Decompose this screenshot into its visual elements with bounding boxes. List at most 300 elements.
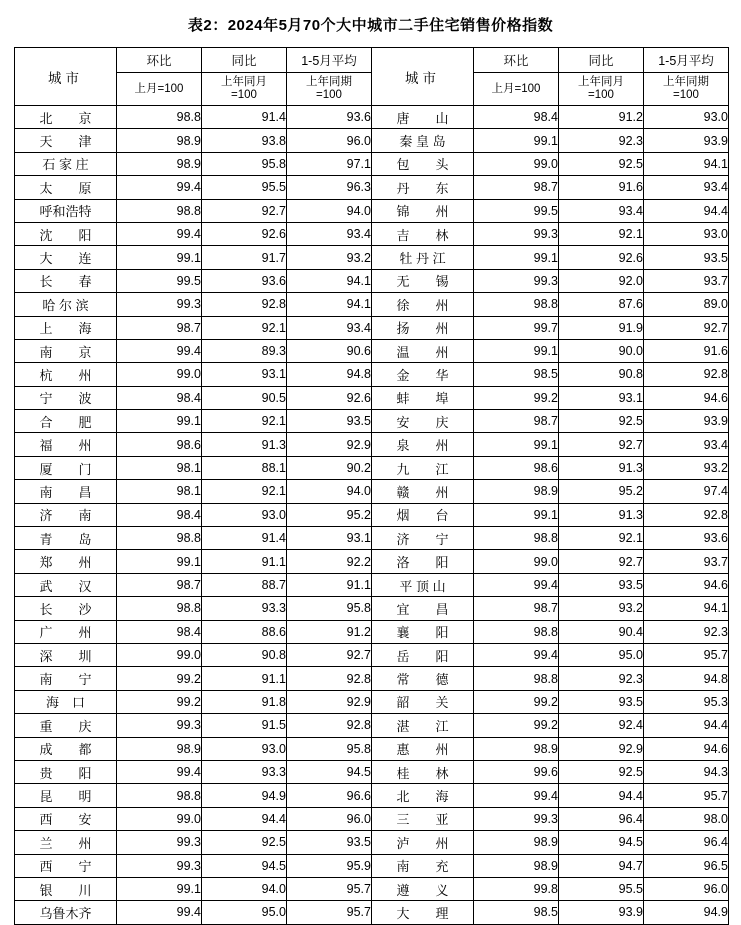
yoy-value-left: 92.6 <box>202 222 287 245</box>
mom-value-left: 99.2 <box>117 667 202 690</box>
avg-value-left: 92.8 <box>287 714 372 737</box>
city-name-right: 九 江 <box>372 456 474 479</box>
mom-value-right: 99.1 <box>474 339 559 362</box>
mom-value-right: 98.8 <box>474 527 559 550</box>
yoy-value-left: 91.8 <box>202 690 287 713</box>
avg-value-left: 91.1 <box>287 573 372 596</box>
yoy-value-left: 92.1 <box>202 410 287 433</box>
avg-value-left: 94.8 <box>287 363 372 386</box>
mom-value-left: 98.8 <box>117 784 202 807</box>
city-name-left: 青 岛 <box>15 527 117 550</box>
avg-value-left: 95.9 <box>287 854 372 877</box>
avg-value-left: 92.6 <box>287 386 372 409</box>
mom-value-right: 99.7 <box>474 316 559 339</box>
header-mom-sub-right-line1: 上月=100 <box>491 82 541 95</box>
mom-value-right: 99.2 <box>474 386 559 409</box>
city-name-left: 贵 阳 <box>15 760 117 783</box>
avg-value-right: 93.0 <box>644 106 729 129</box>
header-avg-sub-right <box>644 73 729 106</box>
yoy-value-right: 92.9 <box>559 737 644 760</box>
table-row <box>15 877 729 900</box>
mom-value-left: 98.4 <box>117 386 202 409</box>
mom-value-left: 99.4 <box>117 176 202 199</box>
yoy-value-right: 93.2 <box>559 597 644 620</box>
yoy-value-left: 88.1 <box>202 456 287 479</box>
mom-value-left: 99.3 <box>117 714 202 737</box>
mom-value-right: 98.5 <box>474 363 559 386</box>
avg-value-left: 94.1 <box>287 293 372 316</box>
table-row <box>15 760 729 783</box>
city-name-right: 常 德 <box>372 667 474 690</box>
city-name-left: 广 州 <box>15 620 117 643</box>
city-name-left: 武 汉 <box>15 573 117 596</box>
city-name-right: 襄 阳 <box>372 620 474 643</box>
city-name-left: 南 宁 <box>15 667 117 690</box>
city-name-left: 海 口 <box>15 690 117 713</box>
mom-value-right: 98.9 <box>474 831 559 854</box>
header-avg-sub-left-line1: 上年同期 <box>306 76 352 88</box>
avg-value-right: 94.1 <box>644 152 729 175</box>
avg-value-right: 92.8 <box>644 363 729 386</box>
city-name-left: 银 川 <box>15 877 117 900</box>
header-avg-sub-left-line2: =100 <box>316 89 342 101</box>
city-name-right: 蚌 埠 <box>372 386 474 409</box>
city-name-right: 大 理 <box>372 901 474 924</box>
avg-value-right: 94.8 <box>644 667 729 690</box>
table-row <box>15 176 729 199</box>
mom-value-left: 99.3 <box>117 831 202 854</box>
avg-value-right: 93.9 <box>644 129 729 152</box>
avg-value-right: 92.8 <box>644 503 729 526</box>
yoy-value-left: 91.1 <box>202 550 287 573</box>
header-row-top <box>15 48 729 73</box>
yoy-value-right: 93.4 <box>559 199 644 222</box>
city-name-left: 郑 州 <box>15 550 117 573</box>
avg-value-left: 94.5 <box>287 760 372 783</box>
mom-value-right: 98.9 <box>474 737 559 760</box>
header-mom-sub-left <box>117 73 202 106</box>
mom-value-right: 99.1 <box>474 433 559 456</box>
mom-value-right: 99.6 <box>474 760 559 783</box>
avg-value-left: 93.5 <box>287 410 372 433</box>
city-name-right: 安 庆 <box>372 410 474 433</box>
table-container <box>0 47 741 925</box>
mom-value-right: 99.2 <box>474 690 559 713</box>
avg-value-right: 93.9 <box>644 410 729 433</box>
mom-value-right: 99.0 <box>474 152 559 175</box>
avg-value-left: 94.0 <box>287 480 372 503</box>
mom-value-left: 99.2 <box>117 690 202 713</box>
mom-value-left: 99.3 <box>117 854 202 877</box>
city-name-right: 岳 阳 <box>372 643 474 666</box>
table-row <box>15 901 729 924</box>
yoy-value-left: 93.1 <box>202 363 287 386</box>
avg-value-left: 93.1 <box>287 527 372 550</box>
avg-value-right: 93.5 <box>644 246 729 269</box>
avg-value-left: 92.9 <box>287 433 372 456</box>
header-mom-right: 环比 <box>474 48 559 73</box>
mom-value-right: 98.4 <box>474 106 559 129</box>
header-city-right: 城市 <box>372 48 474 106</box>
avg-value-right: 91.6 <box>644 339 729 362</box>
mom-value-right: 99.2 <box>474 714 559 737</box>
yoy-value-left: 90.8 <box>202 643 287 666</box>
yoy-value-right: 96.4 <box>559 807 644 830</box>
avg-value-right: 93.7 <box>644 269 729 292</box>
mom-value-left: 99.0 <box>117 807 202 830</box>
avg-value-left: 96.6 <box>287 784 372 807</box>
yoy-value-left: 92.8 <box>202 293 287 316</box>
avg-value-right: 89.0 <box>644 293 729 316</box>
table-row <box>15 620 729 643</box>
yoy-value-right: 94.5 <box>559 831 644 854</box>
page-title: 表2：2024年5月70个大中城市二手住宅销售价格指数 <box>187 17 554 34</box>
header-yoy-sub-left <box>202 73 287 106</box>
table-row <box>15 456 729 479</box>
city-name-right: 泸 州 <box>372 831 474 854</box>
yoy-value-right: 94.7 <box>559 854 644 877</box>
yoy-value-left: 88.6 <box>202 620 287 643</box>
header-yoy-right: 同比 <box>559 48 644 73</box>
mom-value-left: 98.8 <box>117 106 202 129</box>
yoy-value-left: 93.0 <box>202 737 287 760</box>
table-row <box>15 807 729 830</box>
avg-value-left: 93.2 <box>287 246 372 269</box>
city-name-left: 成 都 <box>15 737 117 760</box>
avg-value-right: 92.3 <box>644 620 729 643</box>
mom-value-right: 98.5 <box>474 901 559 924</box>
yoy-value-right: 91.3 <box>559 503 644 526</box>
yoy-value-left: 91.3 <box>202 433 287 456</box>
table-row <box>15 573 729 596</box>
yoy-value-right: 87.6 <box>559 293 644 316</box>
mom-value-left: 98.9 <box>117 152 202 175</box>
yoy-value-right: 90.4 <box>559 620 644 643</box>
table-row <box>15 690 729 713</box>
city-name-left: 重 庆 <box>15 714 117 737</box>
table-row <box>15 386 729 409</box>
header-mom-sub-left-line1: 上月=100 <box>134 82 184 95</box>
avg-value-left: 95.7 <box>287 901 372 924</box>
city-name-left: 上 海 <box>15 316 117 339</box>
avg-value-right: 94.4 <box>644 714 729 737</box>
mom-value-left: 99.1 <box>117 877 202 900</box>
header-yoy-sub-left-line1: 上年同月 <box>221 76 267 88</box>
avg-value-right: 94.4 <box>644 199 729 222</box>
city-name-right: 包 头 <box>372 152 474 175</box>
mom-value-left: 99.3 <box>117 293 202 316</box>
yoy-value-left: 93.3 <box>202 597 287 620</box>
avg-value-right: 94.6 <box>644 573 729 596</box>
city-name-right: 吉 林 <box>372 222 474 245</box>
mom-value-left: 99.0 <box>117 363 202 386</box>
yoy-value-right: 95.0 <box>559 643 644 666</box>
avg-value-left: 95.8 <box>287 597 372 620</box>
table-row <box>15 246 729 269</box>
mom-value-left: 98.7 <box>117 573 202 596</box>
avg-value-left: 92.9 <box>287 690 372 713</box>
avg-value-left: 96.0 <box>287 807 372 830</box>
mom-value-left: 98.6 <box>117 433 202 456</box>
city-name-left: 南 昌 <box>15 480 117 503</box>
yoy-value-left: 94.5 <box>202 854 287 877</box>
header-mom-left: 环比 <box>117 48 202 73</box>
avg-value-right: 95.7 <box>644 784 729 807</box>
mom-value-left: 99.0 <box>117 643 202 666</box>
header-yoy-sub-right-line2: =100 <box>588 89 614 101</box>
city-name-left: 呼和浩特 <box>15 199 117 222</box>
city-name-right: 平 顶 山 <box>372 573 474 596</box>
mom-value-right: 99.4 <box>474 643 559 666</box>
mom-value-right: 99.3 <box>474 807 559 830</box>
yoy-value-left: 95.8 <box>202 152 287 175</box>
city-name-left: 西 安 <box>15 807 117 830</box>
table-row <box>15 831 729 854</box>
yoy-value-left: 93.0 <box>202 503 287 526</box>
city-name-right: 三 亚 <box>372 807 474 830</box>
yoy-value-right: 92.5 <box>559 152 644 175</box>
table-row <box>15 152 729 175</box>
table-row <box>15 199 729 222</box>
city-name-left: 合 肥 <box>15 410 117 433</box>
mom-value-left: 99.4 <box>117 339 202 362</box>
city-name-left: 厦 门 <box>15 456 117 479</box>
yoy-value-right: 92.1 <box>559 222 644 245</box>
yoy-value-right: 92.5 <box>559 760 644 783</box>
yoy-value-right: 91.2 <box>559 106 644 129</box>
yoy-value-left: 95.5 <box>202 176 287 199</box>
avg-value-left: 90.6 <box>287 339 372 362</box>
yoy-value-right: 90.0 <box>559 339 644 362</box>
yoy-value-right: 95.5 <box>559 877 644 900</box>
avg-value-right: 97.4 <box>644 480 729 503</box>
mom-value-left: 98.7 <box>117 316 202 339</box>
city-name-left: 太 原 <box>15 176 117 199</box>
yoy-value-right: 92.0 <box>559 269 644 292</box>
city-name-right: 湛 江 <box>372 714 474 737</box>
avg-value-right: 94.9 <box>644 901 729 924</box>
city-name-right: 济 宁 <box>372 527 474 550</box>
avg-value-right: 93.4 <box>644 433 729 456</box>
city-name-left: 昆 明 <box>15 784 117 807</box>
city-name-right: 赣 州 <box>372 480 474 503</box>
mom-value-right: 99.1 <box>474 129 559 152</box>
mom-value-left: 98.8 <box>117 199 202 222</box>
city-name-right: 金 华 <box>372 363 474 386</box>
avg-value-right: 93.0 <box>644 222 729 245</box>
avg-value-left: 93.4 <box>287 316 372 339</box>
yoy-value-left: 95.0 <box>202 901 287 924</box>
yoy-value-left: 92.1 <box>202 480 287 503</box>
table-row <box>15 293 729 316</box>
header-mom-sub-right <box>474 73 559 106</box>
mom-value-right: 99.8 <box>474 877 559 900</box>
city-name-left: 宁 波 <box>15 386 117 409</box>
avg-value-right: 93.7 <box>644 550 729 573</box>
yoy-value-left: 91.4 <box>202 527 287 550</box>
city-name-left: 深 圳 <box>15 643 117 666</box>
mom-value-right: 98.7 <box>474 410 559 433</box>
city-name-right: 温 州 <box>372 339 474 362</box>
yoy-value-left: 90.5 <box>202 386 287 409</box>
avg-value-right: 94.6 <box>644 386 729 409</box>
table-row <box>15 737 729 760</box>
city-name-left: 杭 州 <box>15 363 117 386</box>
mom-value-right: 99.4 <box>474 573 559 596</box>
city-name-left: 南 京 <box>15 339 117 362</box>
city-name-left: 福 州 <box>15 433 117 456</box>
avg-value-left: 97.1 <box>287 152 372 175</box>
table-row <box>15 503 729 526</box>
mom-value-left: 98.4 <box>117 503 202 526</box>
mom-value-right: 98.7 <box>474 597 559 620</box>
yoy-value-right: 92.4 <box>559 714 644 737</box>
avg-value-right: 95.3 <box>644 690 729 713</box>
yoy-value-left: 91.4 <box>202 106 287 129</box>
avg-value-left: 95.7 <box>287 877 372 900</box>
yoy-value-right: 90.8 <box>559 363 644 386</box>
city-name-left: 西 宁 <box>15 854 117 877</box>
mom-value-left: 98.1 <box>117 480 202 503</box>
yoy-value-right: 92.6 <box>559 246 644 269</box>
yoy-value-left: 91.7 <box>202 246 287 269</box>
city-name-right: 扬 州 <box>372 316 474 339</box>
header-city-left: 城市 <box>15 48 117 106</box>
city-name-left: 天 津 <box>15 129 117 152</box>
mom-value-right: 99.4 <box>474 784 559 807</box>
yoy-value-right: 91.3 <box>559 456 644 479</box>
mom-value-left: 99.4 <box>117 901 202 924</box>
avg-value-left: 93.5 <box>287 831 372 854</box>
table-row <box>15 129 729 152</box>
avg-value-right: 96.0 <box>644 877 729 900</box>
yoy-value-right: 92.1 <box>559 527 644 550</box>
yoy-value-right: 91.9 <box>559 316 644 339</box>
avg-value-left: 93.4 <box>287 222 372 245</box>
mom-value-right: 98.9 <box>474 854 559 877</box>
city-name-right: 洛 阳 <box>372 550 474 573</box>
avg-value-right: 98.0 <box>644 807 729 830</box>
mom-value-left: 99.4 <box>117 760 202 783</box>
mom-value-right: 98.9 <box>474 480 559 503</box>
mom-value-right: 99.3 <box>474 269 559 292</box>
price-index-table <box>14 47 729 925</box>
yoy-value-left: 88.7 <box>202 573 287 596</box>
mom-value-left: 99.5 <box>117 269 202 292</box>
avg-value-right: 94.1 <box>644 597 729 620</box>
avg-value-right: 94.6 <box>644 737 729 760</box>
yoy-value-right: 93.5 <box>559 690 644 713</box>
avg-value-right: 94.3 <box>644 760 729 783</box>
table-row <box>15 339 729 362</box>
table-row <box>15 597 729 620</box>
mom-value-left: 98.9 <box>117 737 202 760</box>
yoy-value-left: 93.3 <box>202 760 287 783</box>
yoy-value-right: 92.3 <box>559 667 644 690</box>
avg-value-right: 96.5 <box>644 854 729 877</box>
table-row <box>15 667 729 690</box>
table-row <box>15 222 729 245</box>
mom-value-right: 99.1 <box>474 246 559 269</box>
yoy-value-right: 91.6 <box>559 176 644 199</box>
avg-value-left: 95.2 <box>287 503 372 526</box>
table-row <box>15 784 729 807</box>
header-yoy-sub-left-line2: =100 <box>231 89 257 101</box>
avg-value-left: 96.0 <box>287 129 372 152</box>
table-row <box>15 527 729 550</box>
table-row <box>15 643 729 666</box>
avg-value-right: 96.4 <box>644 831 729 854</box>
city-name-right: 牡 丹 江 <box>372 246 474 269</box>
yoy-value-right: 92.5 <box>559 410 644 433</box>
mom-value-left: 98.9 <box>117 129 202 152</box>
yoy-value-left: 91.1 <box>202 667 287 690</box>
yoy-value-right: 93.9 <box>559 901 644 924</box>
city-name-right: 遵 义 <box>372 877 474 900</box>
avg-value-right: 93.4 <box>644 176 729 199</box>
mom-value-left: 99.1 <box>117 550 202 573</box>
city-name-right: 丹 东 <box>372 176 474 199</box>
mom-value-right: 98.8 <box>474 293 559 316</box>
city-name-left: 沈 阳 <box>15 222 117 245</box>
table-row <box>15 269 729 292</box>
table-row <box>15 106 729 129</box>
city-name-right: 惠 州 <box>372 737 474 760</box>
table-body <box>15 106 729 925</box>
city-name-right: 无 锡 <box>372 269 474 292</box>
table-row <box>15 480 729 503</box>
avg-value-left: 92.7 <box>287 643 372 666</box>
mom-value-right: 99.0 <box>474 550 559 573</box>
city-name-right: 秦 皇 岛 <box>372 129 474 152</box>
header-yoy-sub-right <box>559 73 644 106</box>
table-row <box>15 410 729 433</box>
yoy-value-left: 92.7 <box>202 199 287 222</box>
city-name-right: 北 海 <box>372 784 474 807</box>
city-name-right: 泉 州 <box>372 433 474 456</box>
mom-value-right: 98.8 <box>474 620 559 643</box>
avg-value-left: 92.8 <box>287 667 372 690</box>
city-name-right: 徐 州 <box>372 293 474 316</box>
avg-value-right: 92.7 <box>644 316 729 339</box>
avg-value-left: 94.1 <box>287 269 372 292</box>
yoy-value-right: 92.7 <box>559 550 644 573</box>
yoy-value-right: 93.5 <box>559 573 644 596</box>
city-name-right: 唐 山 <box>372 106 474 129</box>
yoy-value-left: 93.6 <box>202 269 287 292</box>
yoy-value-left: 91.5 <box>202 714 287 737</box>
avg-value-left: 93.6 <box>287 106 372 129</box>
mom-value-left: 98.1 <box>117 456 202 479</box>
city-name-left: 石 家 庄 <box>15 152 117 175</box>
city-name-left: 长 沙 <box>15 597 117 620</box>
mom-value-left: 99.4 <box>117 222 202 245</box>
table-row <box>15 433 729 456</box>
yoy-value-left: 94.4 <box>202 807 287 830</box>
mom-value-left: 98.4 <box>117 620 202 643</box>
yoy-value-left: 89.3 <box>202 339 287 362</box>
mom-value-right: 99.5 <box>474 199 559 222</box>
header-avg-sub-left <box>287 73 372 106</box>
avg-value-left: 94.0 <box>287 199 372 222</box>
city-name-left: 大 连 <box>15 246 117 269</box>
city-name-right: 锦 州 <box>372 199 474 222</box>
mom-value-right: 99.1 <box>474 503 559 526</box>
mom-value-left: 99.1 <box>117 410 202 433</box>
avg-value-right: 95.7 <box>644 643 729 666</box>
yoy-value-right: 94.4 <box>559 784 644 807</box>
table-row <box>15 363 729 386</box>
